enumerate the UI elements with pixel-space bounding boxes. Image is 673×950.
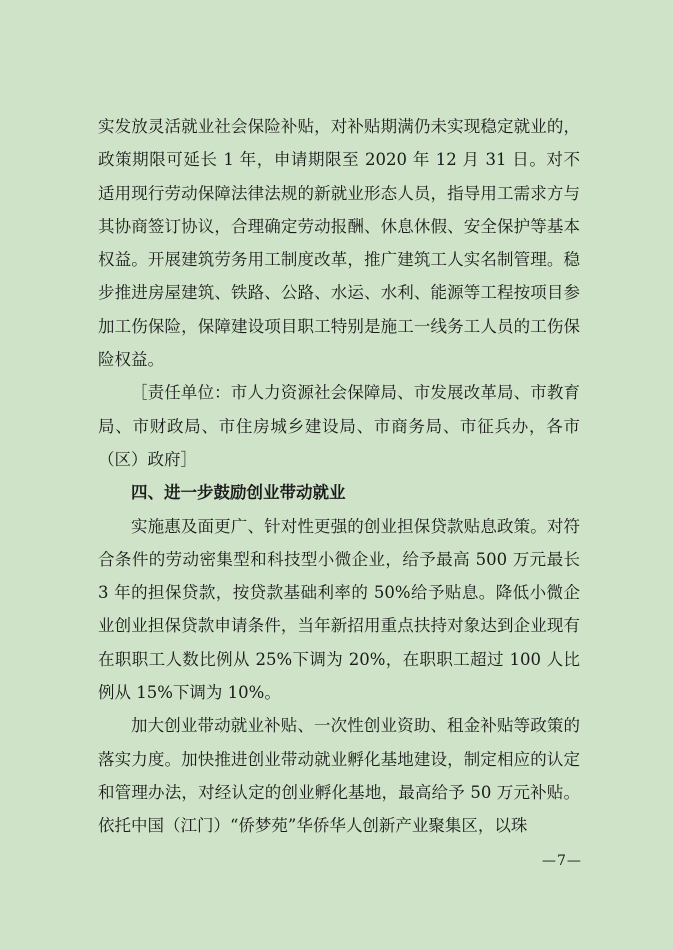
section-heading: 四、进一步鼓励创业带动就业: [131, 483, 346, 503]
page-number: —7—: [542, 853, 582, 869]
paragraph-loan-policy: 实施惠及面更广、针对性更强的创业担保贷款贴息政策。对符合条件的劳动密集型和科技型小微企业，给予最高 500 万元最长 3 年的担保贷款，按贷款基础利率的 50%给予贴息。降低小微企业创业担保贷款申请条件，当年新招用重点扶持对象达到企业现有在职职工人数比例从 25%下调为 20%，在职职工超过 100 人比例从 15%下调为 10%。: [98, 516, 580, 703]
paragraph-continuation: 实发放灵活就业社会保险补贴，对补贴期满仍未实现稳定就业的，政策期限可延长 1 年，申请期限至 2020 年 12 月 31 日。对不适用现行劳动保障法律法规的新就业形态人员，指导用工需求方与其协商签订协议，合理确定劳动报酬、休息休假、安全保护等基本权益。开展建筑劳务用工制度改革，推广建筑工人实名制管理。稳步推进房屋建筑、铁路、公路、水运、水利、能源等工程按项目参加工伤保险，保障建设项目职工特别是施工一线务工人员的工伤保险权益。: [98, 117, 580, 370]
paragraph-subsidy-policy: 加大创业带动就业补贴、一次性创业资助、租金补贴等政策的落实力度。加快推进创业带动就业孵化基地建设，制定相应的认定和管理办法，对经认定的创业孵化基地，最高给予 50 万元补贴。依托中国（江门）“侨梦苑”华侨华人创新产业聚集区，以珠: [98, 716, 580, 836]
document-body: [98, 110, 580, 843]
responsibility-units: ［责任单位：市人力资源社会保障局、市发展改革局、市教育局、市财政局、市住房城乡建设局、市商务局、市征兵办，各市（区）政府］: [98, 383, 580, 469]
